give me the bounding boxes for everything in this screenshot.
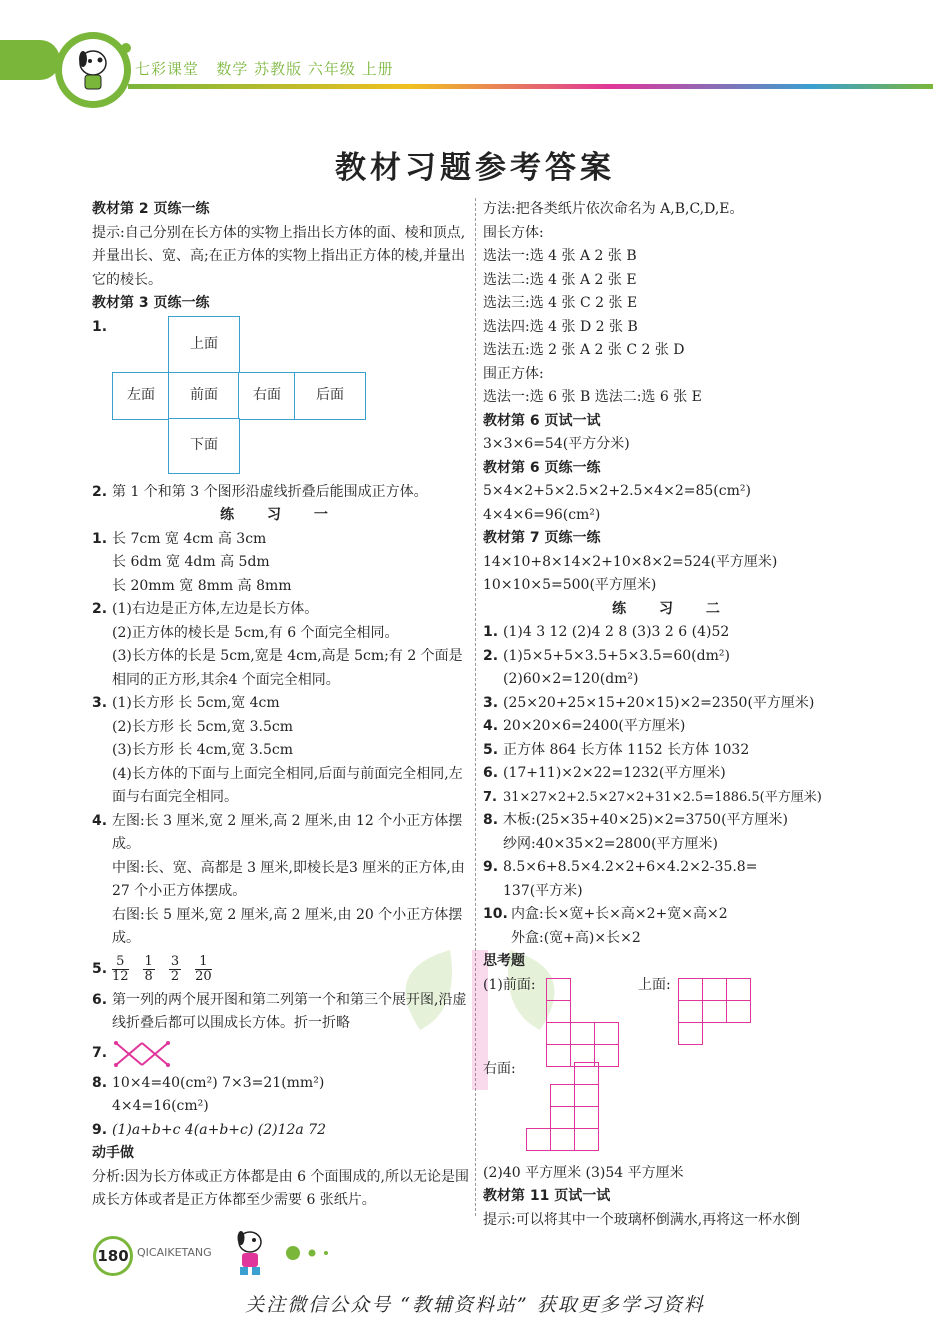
answer-text: 围正方体: — [483, 365, 544, 382]
answer-text: 选法三:选 4 张 C 2 张 E — [483, 295, 638, 311]
question-number: 9. — [92, 1121, 108, 1138]
grid-cell — [550, 1084, 575, 1107]
fraction — [112, 955, 129, 984]
question-number: 2. — [483, 647, 499, 664]
view-label-right: 右面: — [483, 1060, 516, 1077]
answer-text: (3)长方体的长是 5cm,宽是 4cm,高是 5cm;有 2 个面是相同的正方形,其余4 个面完全相同。 — [112, 648, 463, 688]
question-number: 1. — [483, 624, 499, 640]
grid-cell — [546, 978, 571, 1001]
net-figure — [92, 316, 470, 481]
question-number: 3. — [92, 695, 108, 711]
answer-text: 右图:长 5 厘米,宽 2 厘米,高 2 厘米,由 20 个小正方体摆成。 — [112, 906, 463, 946]
net-face-left: 左面 — [112, 372, 170, 420]
page-title: 教材习题参考答案 — [335, 150, 615, 186]
right-column — [483, 198, 863, 1232]
answer-text: 第一列的两个展开图和第二列第一个和第三个展开图,沿虚线折叠后都可以围成长方体。折一折略 — [112, 991, 467, 1031]
answer-text: 选法一:选 6 张 B 选法二:选 6 张 E — [483, 389, 702, 405]
exercise-title: 练 习 二 — [612, 600, 734, 617]
question-number: 6. — [92, 991, 108, 1008]
grid-cell — [570, 1022, 595, 1045]
section-title: 动手做 — [92, 1145, 134, 1161]
answer-text: 14×10+8×14×2+10×8×2=524(平方厘米) — [483, 553, 778, 570]
view-grids — [483, 974, 863, 1162]
answer-text: 内盒:长×宽+长×高×2+宽×高×2 — [511, 906, 728, 922]
left-column — [92, 198, 470, 1213]
question-number: 8. — [92, 1074, 108, 1091]
answer-text: 10×10×5=500(平方厘米) — [483, 577, 657, 593]
answer-text: 8.5×6+8.5×4.2×2+6×4.2×2-35.8= — [503, 859, 758, 875]
numerator: 3 — [170, 954, 180, 969]
denominator: 12 — [112, 969, 129, 984]
answer-text: (2)60×2=120(dm²) — [503, 671, 639, 687]
question-number: 9. — [483, 859, 499, 875]
answer-text: 左图:长 3 厘米,宽 2 厘米,高 2 厘米,由 12 个小正方体摆成。 — [112, 812, 463, 852]
answer-text: 中图:长、宽、高都是 3 厘米,即棱长是3 厘米的正方体,由 27 个小正方体摆成。 — [112, 859, 465, 899]
grid-cell — [546, 1044, 571, 1067]
section-title: 教材第 7 页练一练 — [483, 530, 601, 546]
answer-text: 10×4=40(cm²) 7×3=21(mm²) — [112, 1074, 325, 1091]
question-number: 8. — [483, 812, 499, 828]
answer-text: (2)正方体的棱长是 5cm,有 6 个面完全相同。 — [112, 624, 399, 641]
grid-cell — [546, 1000, 571, 1023]
grid-cell — [702, 1000, 727, 1023]
exercise-title: 练 习 一 — [220, 507, 342, 523]
matching-lines-figure — [112, 1039, 172, 1069]
header-series: 七彩课堂 — [135, 60, 200, 78]
grid-cell — [678, 1022, 703, 1045]
answer-text: 选法五:选 2 张 A 2 张 C 2 张 D — [483, 342, 685, 358]
denominator: 8 — [144, 969, 153, 984]
net-face-right: 右面 — [238, 372, 296, 420]
grid-cell — [526, 1128, 551, 1151]
answer-text: 纱网:40×35×2=2800(平方厘米) — [503, 835, 718, 852]
answer-text: 提示:可以将其中一个玻璃杯倒满水,再将这一杯水倒 — [483, 1211, 801, 1228]
section-title: 思考题 — [483, 953, 525, 969]
answer-text: (25×20+25×15+20×15)×2=2350(平方厘米) — [503, 694, 815, 711]
page-number: 180 — [93, 1236, 133, 1276]
numerator: 1 — [144, 954, 153, 969]
mascot-icon — [70, 45, 116, 95]
paragraph: 分析:因为长方体或正方体都是由 6 个面围成的,所以无论是围成长方体或者是正方体都至少需要 6 张纸片。 — [92, 1168, 469, 1208]
grid-cell — [678, 978, 703, 1001]
grid-cell — [726, 1000, 751, 1023]
paragraph: 提示:自己分别在长方体的实物上指出长方体的面、棱和顶点,并量出长、宽、高;在正方体的实物上指出正方体的棱,并量出它的棱长。 — [92, 224, 466, 288]
answer-text: (3)长方形 长 4cm,宽 3.5cm — [112, 742, 294, 758]
denominator: 20 — [195, 969, 212, 984]
question-number: 10. — [483, 906, 508, 922]
grid-cell — [726, 978, 751, 1001]
question-number: 7. — [92, 1044, 108, 1061]
numerator: 1 — [195, 955, 212, 970]
grid-cell — [574, 1084, 599, 1107]
footer-brand: QICAIKETANG — [137, 1246, 212, 1259]
numerator: 5 — [112, 955, 129, 970]
answer-text: (1)右边是正方体,左边是长方体。 — [112, 601, 319, 617]
answer-text: (1)4 3 12 (2)4 2 8 (3)3 2 6 (4)52 — [503, 624, 730, 640]
fraction — [169, 955, 181, 984]
section-title: 教材第 6 页试一试 — [483, 412, 601, 429]
answer-text: 4×4×6=96(cm²) — [483, 506, 601, 523]
question-number: 1. — [92, 530, 108, 547]
question-number: 7. — [483, 789, 497, 805]
answer-text: 5×4×2+5×2.5×2+2.5×4×2=85(cm²) — [483, 483, 751, 499]
grid-cell — [546, 1022, 571, 1045]
answer-text: 方法:把各类纸片依次命名为 A,B,C,D,E。 — [483, 201, 744, 217]
question-number: 5. — [92, 960, 108, 977]
answer-text: 选法二:选 4 张 A 2 张 E — [483, 271, 637, 288]
answer-text: 围长方体: — [483, 224, 544, 241]
answer-text: 木板:(25×35+40×25)×2=3750(平方厘米) — [503, 812, 789, 828]
question-number: 2. — [92, 483, 108, 500]
net-face-bottom: 下面 — [168, 418, 240, 474]
mascot-footer-icon — [232, 1226, 268, 1278]
answer-text: 137(平方米) — [503, 882, 583, 899]
answer-text: 正方体 864 长方体 1152 长方体 1032 — [503, 741, 750, 758]
answer-text: (4)长方体的下面与上面完全相同,后面与前面完全相同,左面与右面完全相同。 — [112, 765, 463, 805]
section-title: 教材第 2 页练一练 — [92, 201, 210, 217]
answer-text: 长 6dm 宽 4dm 高 5dm — [112, 554, 270, 570]
answer-text: 外盒:(宽+高)×长×2 — [511, 929, 641, 946]
grid-cell — [550, 1128, 575, 1151]
section-title: 教材第 3 页练一练 — [92, 295, 210, 311]
answer-text: 3×3×6=54(平方分米) — [483, 436, 630, 452]
question-number: 3. — [483, 694, 499, 711]
grid-cell — [574, 1106, 599, 1129]
question-number: 4. — [483, 718, 499, 734]
question-number: 2. — [92, 601, 108, 617]
answer-text: 4×4=16(cm²) — [112, 1098, 209, 1114]
answer-text: (17+11)×2×22=1232(平方厘米) — [503, 765, 726, 781]
answer-text: (1)长方形 长 5cm,宽 4cm — [112, 695, 280, 711]
grid-cell — [550, 1106, 575, 1129]
fraction — [143, 955, 155, 984]
view-label-top: 上面: — [638, 976, 671, 993]
answer-text: 31×27×2+2.5×27×2+31×2.5=1886.5(平方厘米) — [503, 789, 822, 805]
view-label-front: (1)前面: — [483, 976, 536, 993]
grid-cell — [574, 1062, 599, 1085]
net-face-back: 后面 — [294, 372, 366, 420]
answer-text: 选法一:选 4 张 A 2 张 B — [483, 248, 637, 264]
answer-text: (2)长方形 长 5cm,宽 3.5cm — [112, 718, 294, 735]
denominator: 2 — [170, 969, 180, 984]
answer-text: 长 7cm 宽 4cm 高 3cm — [112, 530, 267, 547]
grid-cell — [574, 1128, 599, 1151]
footer-note: 关注微信公众号 “教辅资料站” 获取更多学习资料 — [245, 1294, 705, 1316]
grid-cell — [594, 1022, 619, 1045]
answer-text: (2)40 平方厘米 (3)54 平方厘米 — [483, 1164, 684, 1181]
section-title: 教材第 11 页试一试 — [483, 1188, 611, 1204]
grid-cell — [702, 978, 727, 1001]
grid-cell — [678, 1000, 703, 1023]
question-number: 5. — [483, 741, 499, 758]
header-text — [135, 58, 394, 79]
decorative-dots-icon — [284, 1244, 334, 1262]
answer-text: 20×20×6=2400(平方厘米) — [503, 718, 686, 734]
answer-text: (1)5×5+5×3.5+5×3.5=60(dm²) — [503, 647, 730, 664]
header-subject: 数学 苏教版 六年级 上册 — [216, 60, 394, 78]
answer-text: (1)a+b+c 4(a+b+c) (2)12a 72 — [112, 1121, 327, 1138]
question-number: 1. — [92, 318, 108, 335]
section-title: 教材第 6 页练一练 — [483, 459, 601, 476]
question-number: 4. — [92, 812, 108, 829]
answer-text: 长 20mm 宽 8mm 高 8mm — [112, 577, 292, 594]
answer-text: 选法四:选 4 张 D 2 张 B — [483, 318, 638, 335]
fraction — [195, 955, 212, 984]
net-face-top: 上面 — [168, 316, 240, 374]
answer-text: 第 1 个和第 3 个图形沿虚线折叠后能围成正方体。 — [112, 483, 428, 500]
question-number: 6. — [483, 765, 499, 781]
net-face-front: 前面 — [168, 372, 240, 420]
